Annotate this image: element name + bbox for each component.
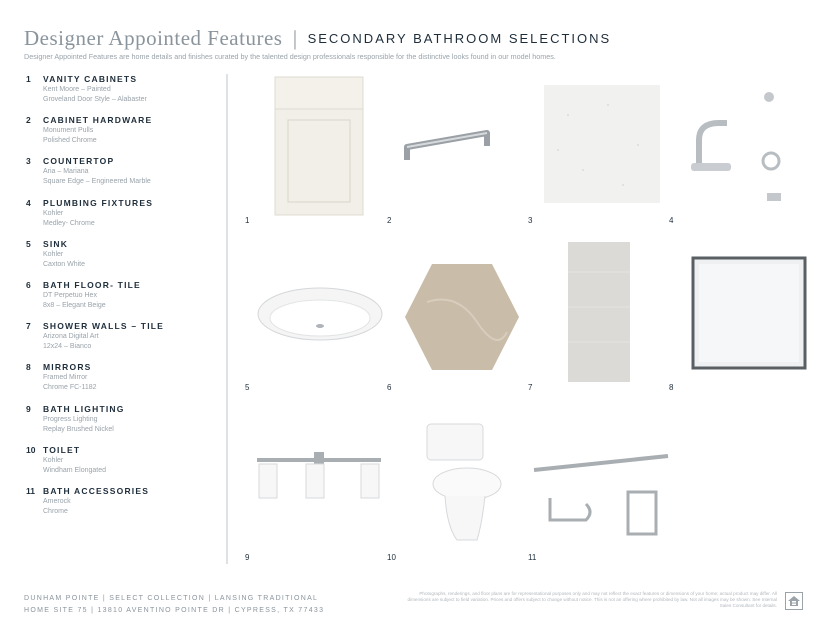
selection-item [24, 362, 224, 403]
selection-detail: Chrome FC-1182 [43, 384, 97, 392]
selection-number: 2 [26, 115, 31, 126]
selection-number: 10 [26, 444, 36, 455]
selection-item [24, 280, 224, 321]
product-photo-9 [245, 412, 390, 562]
selection-label: VANITY CABINETS [43, 74, 138, 84]
selection-label: BATH ACCESSORIES [43, 485, 150, 496]
selection-detail: Kohler [43, 456, 64, 464]
page-header [24, 26, 611, 51]
divider [226, 74, 228, 564]
selection-detail: Groveland Door Style – Alabaster [43, 96, 147, 103]
photo-number: 7 [528, 383, 533, 392]
photo-number: 8 [669, 383, 674, 392]
footer-line: DUNHAM POINTE | SELECT COLLECTION | LANSING TRADITIONAL [24, 595, 319, 602]
selection-detail: Amerock [43, 497, 71, 505]
selection-detail: Framed Mirror [43, 374, 88, 382]
selection-label: BATH LIGHTING [43, 403, 125, 414]
selection-detail: Arizona Digital Art [43, 333, 99, 341]
selection-number: 8 [26, 362, 31, 373]
photo-number: 11 [528, 553, 537, 562]
product-photo-11 [528, 412, 678, 562]
selection-detail: 12x24 – Bianco [43, 343, 92, 351]
equal-housing-icon [785, 592, 803, 610]
photo-number: 2 [387, 216, 392, 225]
product-photo-7 [528, 242, 673, 392]
product-photo-3 [528, 75, 673, 225]
selection-detail: 8x8 – Elegant Beige [43, 301, 106, 309]
photo-number: 10 [387, 553, 396, 562]
selection-detail: Windham Elongated [43, 466, 107, 474]
selection-number: 7 [26, 321, 31, 332]
selection-item [24, 404, 224, 445]
photo-number: 3 [528, 216, 533, 225]
selection-detail: Kent Moore – Painted [43, 86, 111, 93]
photo-number: 6 [387, 383, 392, 392]
vanity-light-icon [245, 412, 390, 562]
footer-line: HOME SITE 75 | 13810 AVENTINO POINTE DR | CYPRESS, TX 77433 [24, 607, 325, 614]
selection-detail: Chrome [43, 507, 68, 515]
selection-label: TOILET [43, 444, 81, 455]
countertop-swatch-icon [528, 75, 673, 225]
toilet-icon [387, 412, 532, 562]
selection-number: 5 [26, 238, 31, 249]
selection-label: BATH FLOOR- TILE [43, 279, 141, 290]
selection-detail: Progress Lighting [43, 415, 98, 423]
drawer-pull-icon [387, 75, 532, 225]
selection-item [24, 445, 224, 486]
selection-detail: DT Perpetuo Hex [43, 291, 97, 299]
product-photo-2 [387, 75, 532, 225]
selection-detail: Caxton White [43, 260, 86, 268]
page-title: Designer Appointed Features [24, 26, 283, 50]
faucet-set-icon [669, 75, 814, 225]
selection-item [24, 115, 224, 156]
bath-accessories-icon [528, 412, 678, 562]
photo-number: 9 [245, 553, 250, 562]
selection-detail: Kohler [43, 250, 64, 258]
page-subtitle: Designer Appointed Features are home details and finishes curated by the talented design professionals responsible for the distinctive looks found in our model homes. [24, 52, 556, 61]
selection-detail: Square Edge – Engineered Marble [43, 178, 151, 186]
selection-item [24, 74, 224, 115]
selection-item [24, 198, 224, 239]
product-photo-5 [245, 242, 390, 392]
selection-number: 3 [26, 156, 31, 167]
title-separator: | [292, 26, 298, 50]
product-photo-4 [669, 75, 814, 225]
selection-item [24, 321, 224, 362]
section-title: SECONDARY BATHROOM SELECTIONS [307, 31, 612, 46]
selection-number: 1 [26, 74, 31, 84]
cabinet-door-icon [245, 75, 390, 225]
selections-list [24, 74, 224, 527]
selection-label: CABINET HARDWARE [43, 115, 153, 126]
mirror-icon [669, 242, 814, 392]
selection-number: 4 [26, 197, 31, 208]
photo-number: 5 [245, 383, 250, 392]
selection-label: SINK [43, 238, 69, 249]
disclaimer: Photographs, renderings, and floor plans are for representational purposes only and may not reflect the exact features or dimensions of your home; actual product may differ. All dimensions are subject to field variation. Prices and offers subject to change without notice. This is not an offering where prohibited by law. Not all images may be shown. See Internal Sales Consultant for details. [407, 591, 777, 608]
selection-detail: Replay Brushed Nickel [43, 425, 114, 433]
wall-tile-icon [528, 242, 673, 392]
selection-number: 9 [26, 403, 31, 414]
product-photo-10 [387, 412, 532, 562]
selection-detail: Medley- Chrome [43, 219, 95, 227]
product-photo-8 [669, 242, 814, 392]
selection-detail: Monument Pulls [43, 127, 94, 135]
sink-icon [245, 242, 390, 392]
community-info [24, 593, 324, 617]
selection-detail: Kohler [43, 209, 64, 217]
selection-label: PLUMBING FIXTURES [43, 197, 154, 208]
selection-label: MIRRORS [43, 362, 92, 373]
selection-detail: Polished Chrome [43, 137, 97, 145]
selection-label: COUNTERTOP [43, 156, 115, 167]
selection-item [24, 239, 224, 280]
selection-label: SHOWER WALLS – TILE [43, 321, 165, 332]
selection-number: 11 [26, 485, 35, 496]
hex-tile-icon [387, 242, 532, 392]
selection-item [24, 486, 224, 527]
selection-number: 6 [26, 279, 31, 290]
product-photo-6 [387, 242, 532, 392]
photo-number: 4 [669, 216, 674, 225]
selection-detail: Aria – Mariana [43, 168, 89, 176]
selection-item [24, 156, 224, 197]
photo-number: 1 [245, 216, 250, 225]
product-photo-1 [245, 75, 390, 225]
